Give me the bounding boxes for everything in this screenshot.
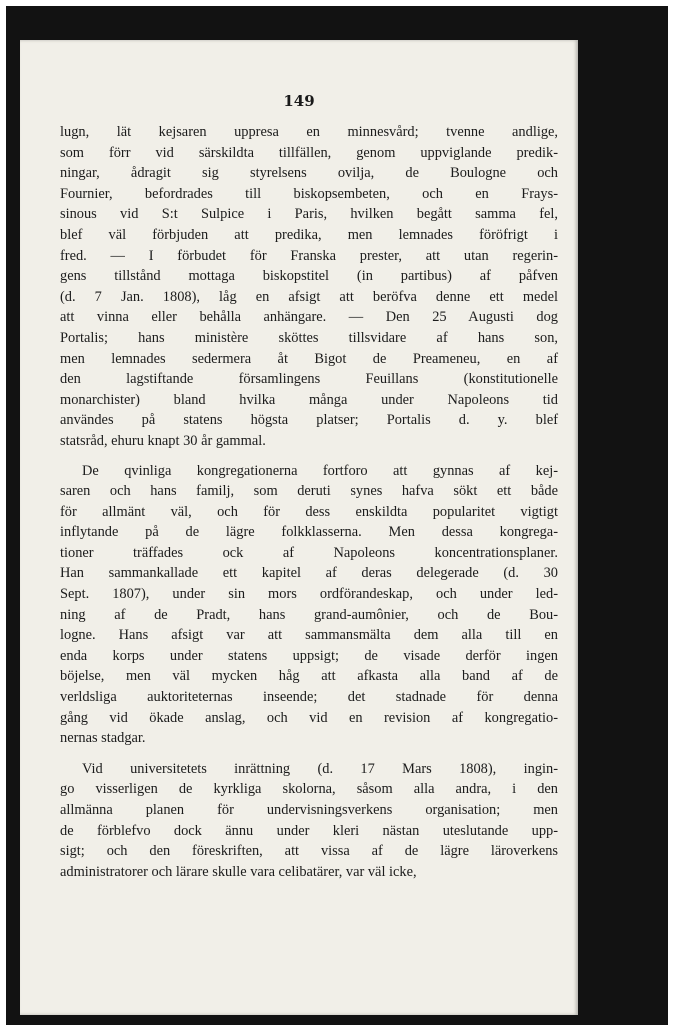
text-line: enda korps under statens uppsigt; de visade derför ingen <box>60 647 558 664</box>
text-line: som förr vid särskildta tillfällen, genom uppviglande predik- <box>60 144 558 161</box>
text-line: nernas stadgar. <box>60 730 146 747</box>
text-line: verldsliga auktoriteternas inseende; det stadnade för denna <box>60 689 558 706</box>
text-line: saren och hans familj, som deruti synes hafva sökt ett både <box>60 483 558 500</box>
page-number: 149 <box>283 92 315 110</box>
paragraph-2 <box>60 461 558 749</box>
paragraph-3 <box>60 759 558 883</box>
text-line: den lagstiftande församlingens Feuillans (konstitutionelle <box>60 371 558 388</box>
text-line: men lemnades sedermera åt Bigot de Preameneu, en af <box>60 350 558 367</box>
text-line: inflytande på de lägre folkklasserna. Men dessa kongrega- <box>60 524 558 541</box>
paragraph-1 <box>60 122 558 452</box>
text-line: allmänna planen för undervisningsverkens organisation; men <box>60 802 558 818</box>
text-line: för allmänt väl, och för dess enskildta popularitet vigtigt <box>60 503 558 520</box>
text-line: statsråd, ehuru knapt 30 år gammal. <box>60 432 266 449</box>
text-line: böjelse, men väl mycken håg att afkasta alla band af de <box>60 668 558 685</box>
text-line: go visserligen de kyrkliga skolorna, såsom alla andra, i den <box>60 781 558 798</box>
text-line: gång vid ökade anslag, och vid en revision af kongregatio- <box>60 709 558 726</box>
text-line: tioner träffades ock af Napoleons koncentrationsplaner. <box>60 544 558 561</box>
text-line: Fournier, befordrades till biskopsembeten, och en Frays- <box>60 185 558 202</box>
text-line: administratorer och lärare skulle vara celibatärer, var väl icke, <box>60 863 417 880</box>
text-line: de förblefvo dock ännu under kleri nästan uteslutande upp- <box>60 822 558 839</box>
text-line: användes på statens högsta platser; Portalis d. y. blef <box>60 412 558 429</box>
text-line: Vid universitetets inrättning (d. 17 Mars 1808), ingin- <box>82 760 558 777</box>
text-line: ningar, ådragit sig styrelsens ovilja, de Boulogne och <box>60 165 558 182</box>
book-page <box>20 40 578 1015</box>
text-line: monarchister) bland hvilka många under Napoleons tid <box>60 391 558 408</box>
text-line: att vinna eller behålla anhängare. — Den 25 Augusti dog <box>60 309 558 326</box>
text-line: Portalis; hans ministère sköttes tillsvidare af hans son, <box>60 329 558 346</box>
text-line: Han sammankallade ett kapitel af deras delegerade (d. 30 <box>60 565 558 582</box>
text-line: De qvinliga kongregationerna fortforo att gynnas af kej- <box>82 462 558 479</box>
text-line: sinous vid S:t Sulpice i Paris, hvilken begått samma fel, <box>60 206 558 223</box>
page-body <box>60 122 558 882</box>
text-line: gens tillstånd mottaga biskopstitel (in partibus) af påfven <box>60 268 558 285</box>
text-line: Sept. 1807), under sin mors ordförandeskap, och under led- <box>60 586 558 603</box>
text-line: lugn, lät kejsaren uppresa en minnesvård; tvenne andlige, <box>60 124 558 140</box>
text-line: blef väl förbjuden att predika, men lemnades föröfrigt i <box>60 226 558 243</box>
text-line: logne. Hans afsigt var att sammansmälta dem alla till en <box>60 627 558 644</box>
text-line: (d. 7 Jan. 1808), låg en afsigt att beröfva denne ett medel <box>60 288 558 305</box>
text-line: ning af de Pradt, hans grand-aumônier, och de Bou- <box>60 606 558 623</box>
text-line: sigt; och den föreskriften, att vissa af de lägre läroverkens <box>60 843 558 860</box>
text-line: fred. — I förbudet för Franska prester, att utan regerin- <box>60 247 558 264</box>
